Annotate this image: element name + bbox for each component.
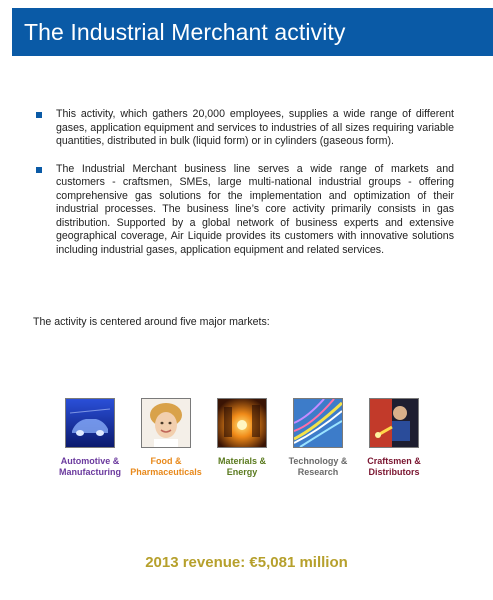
market-label xyxy=(128,456,204,477)
markets-intro: The activity is centered around five major markets: xyxy=(33,316,270,328)
child-eating-icon xyxy=(141,398,191,448)
market-label xyxy=(204,456,280,477)
market-label-line2: Manufacturing xyxy=(59,466,121,477)
market-label-line2: Distributors xyxy=(368,466,420,477)
bullet-list xyxy=(36,108,454,271)
bullet-square-icon xyxy=(36,167,42,173)
bullet-item xyxy=(36,108,454,149)
market-food xyxy=(128,398,204,477)
molten-metal-icon xyxy=(217,398,267,448)
bullet-item xyxy=(36,163,454,258)
market-label-line1: Craftsmen & xyxy=(367,456,421,466)
title-banner xyxy=(12,8,493,56)
market-label xyxy=(280,456,356,477)
market-label xyxy=(356,456,432,477)
revenue-statement: 2013 revenue: €5,081 million xyxy=(145,554,348,571)
bullet-square-icon xyxy=(36,112,42,118)
market-label-line1: Automotive & xyxy=(60,456,120,466)
market-label-line2: Pharmaceuticals xyxy=(130,466,202,477)
bullet-text: The Industrial Merchant business line serves a wide range of markets and customers - craftsmen, SMEs, large multi-national industrial groups - offering comprehensive gas solutions for the implementation and optimization of their industrial processes. The business line’s core activity primarily consists in gas distribution. Supported by a global network of business experts and extensive geographical coverage, Air Liquide provides its customers with innovative solutions including industrial gases, application equipment and related services. xyxy=(56,162,454,256)
market-label-line1: Technology & xyxy=(288,456,348,466)
market-craftsmen xyxy=(356,398,432,477)
craftsman-icon xyxy=(369,398,419,448)
markets-row xyxy=(52,398,432,488)
market-label-line2: Research xyxy=(297,466,339,477)
market-automotive xyxy=(52,398,128,477)
car-icon xyxy=(65,398,115,448)
market-label-line1: Materials & xyxy=(217,456,267,466)
bullet-text: This activity, which gathers 20,000 employees, supplies a wide range of different gases, application equipment and services to industries of all sizes requiring variable quantities, distributed in bulk (liquid form) or in cylinders (gaseous form). xyxy=(56,108,454,147)
market-technology xyxy=(280,398,356,477)
page-title: The Industrial Merchant activity xyxy=(24,19,346,45)
market-label-line2: Energy xyxy=(226,466,258,477)
market-label-line1: Food & xyxy=(150,456,182,466)
market-label xyxy=(52,456,128,477)
fiber-optics-icon xyxy=(293,398,343,448)
market-materials xyxy=(204,398,280,477)
